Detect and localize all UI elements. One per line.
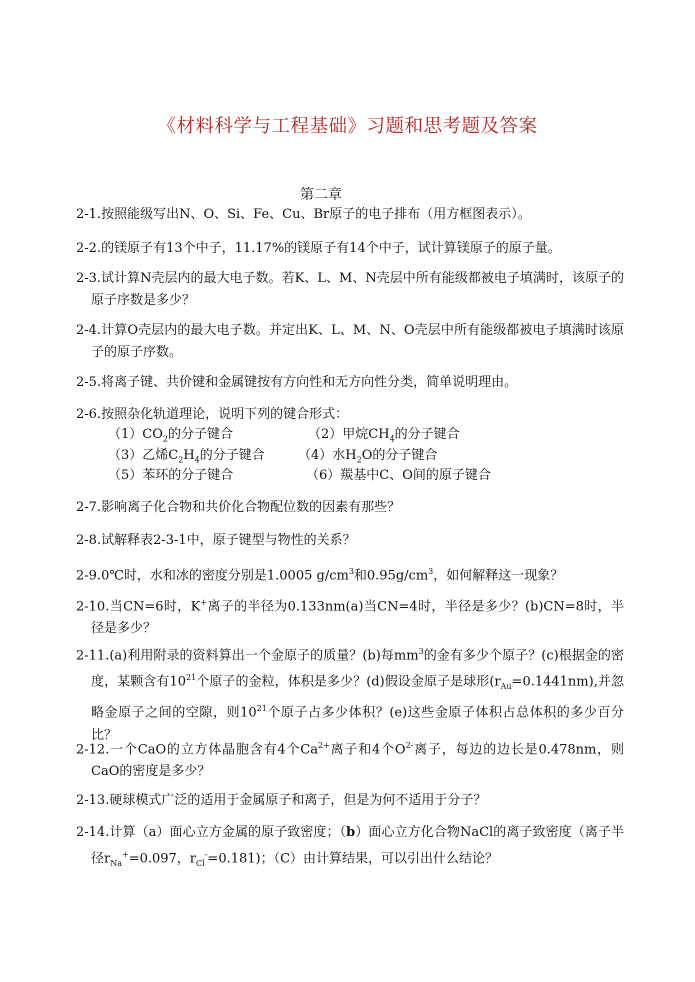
question-2-1 bbox=[76, 204, 624, 226]
question-2-6 bbox=[76, 404, 624, 426]
question-text: 2-2.的镁原子有13个中子，11.17%的镁原子有14个中子，试计算镁原子的原子量。 bbox=[76, 241, 561, 256]
question-2-12 bbox=[76, 735, 624, 783]
question-text: 2-10.当CN=6时，K+离子的半径为0.133nm(a)当CN=4时，半径是多少？(b)CN=8时，半径是多少？ bbox=[76, 598, 624, 637]
question-text: 2-4.计算O壳层内的最大电子数。并定出K、L、M、N、O壳层中所有能级都被电子填满时该原子的原子序数。 bbox=[76, 323, 624, 360]
bonding-item-2: （2）甲烷$CH_4$的分子键合 bbox=[308, 427, 460, 444]
document-title: 《材料科学与工程基础》习题和思考题及答案 bbox=[157, 116, 538, 137]
question-text: 2-14.计算（a）面心立方金属的原子致密度；（b）面心立方化合物NaCl的离子致密度（离子半径$r_{Na}^+=0.097$，$r_{Cl}^-=0.181$)；（C）由计算结果，可以引出什么结论？ bbox=[76, 825, 624, 868]
question-2-8 bbox=[76, 530, 624, 552]
question-text: 2-8.试解释表2-3-1中，原子键型与物性的关系？ bbox=[76, 533, 356, 548]
question-2-2 bbox=[76, 238, 624, 260]
question-text: 2-7.影响离子化合物和共价化合物配位数的因素有那些？ bbox=[76, 500, 401, 515]
question-text: 2-13.硬球模式广泛的适用于金属原子和离子，但是为何不适用于分子？ bbox=[76, 793, 487, 808]
question-text: 2-3.试计算N壳层内的最大电子数。若K、L、M、N壳层中所有能级都被电子填满时，该原子的原子序数是多少？ bbox=[76, 271, 624, 308]
bonding-item-1: $(1)CO_2$的分子键合 bbox=[108, 427, 233, 444]
question-text: 2-5.将离子键、共价键和金属键按有方向性和无方向性分类，简单说明理由。 bbox=[76, 375, 518, 390]
bonding-item-3: （3）乙烯$C_2H_4$的分子键合 bbox=[108, 448, 265, 465]
question-text: 2-6.按照杂化轨道理论，说明下列的键合形式： bbox=[76, 407, 349, 422]
question-2-5 bbox=[76, 372, 624, 394]
question-2-7 bbox=[76, 497, 624, 519]
question-2-11 bbox=[76, 641, 624, 747]
question-2-4 bbox=[76, 320, 624, 364]
bonding-item-5: （5）苯环的分子键合 bbox=[108, 468, 234, 483]
question-text: 2-11.(a)利用附录的资料算出一个金原子的质量？(b)每$mm^3$的金有多少个原子？(c)根据金的密度，某颗含有$10^{21}$个原子的金粒，体积是多少？(d)假设金原子是球形$(r_{Au}=0.1441nm)$,并忽略金原子之间的空隙，则$10^{21}$个原子占多少体积？(e)这些金原子体积占总体积的多少百分比？ bbox=[76, 647, 625, 743]
question-text: 2-12.一个CaO的立方体晶胞含有4个$Ca^{2+}$离子和4个$O^{2-}$离子，每边的边长是0.478nm，则CaO的密度是多少？ bbox=[76, 741, 624, 780]
question-2-14 bbox=[76, 822, 624, 875]
bonding-item-4: （4）水$H_2O$的分子键合 bbox=[298, 448, 438, 465]
question-text: 2-1.按照能级写出N、O、Si、Fe、Cu、Br原子的电子排布（用方框图表示）。 bbox=[76, 207, 531, 222]
question-2-3 bbox=[76, 268, 624, 312]
chapter-heading: 第二章 bbox=[300, 187, 342, 203]
question-2-9 bbox=[76, 561, 624, 587]
question-2-10 bbox=[76, 592, 624, 640]
question-2-13 bbox=[76, 790, 624, 812]
question-text: 2-9.0℃时，水和冰的密度分别是1.0005 $g/cm^3$和$0.95g/cm^3$，如何解释这一现象？ bbox=[76, 567, 564, 584]
bonding-item-6: （6）羰基中C、O间的原子键合 bbox=[306, 468, 491, 483]
